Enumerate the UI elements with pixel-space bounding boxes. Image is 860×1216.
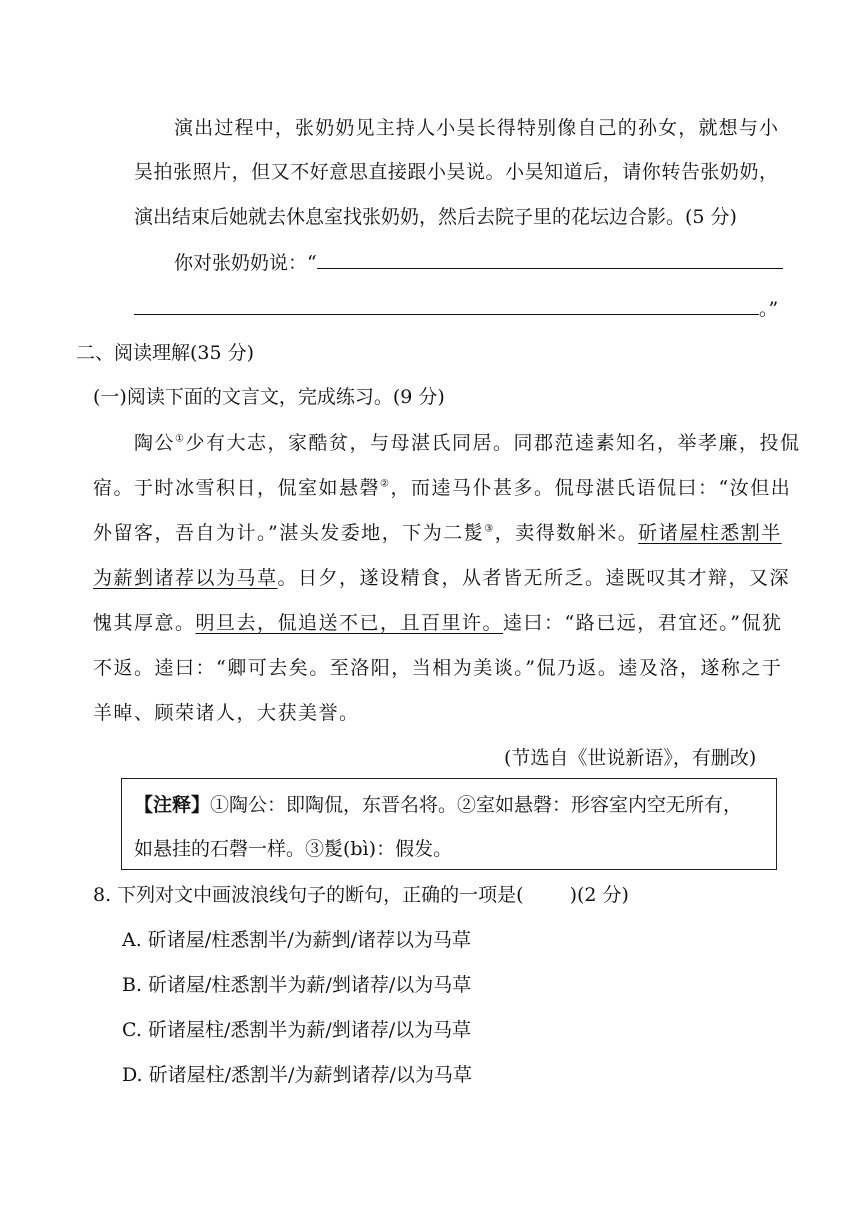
passage-line-1 [134, 431, 801, 455]
task-line-1: 演出过程中，张奶奶见主持人小吴长得特别像自己的孙女，就想与小 [174, 117, 778, 139]
wavy-underlined-sentence: 为薪剉诸荐以为马草 [93, 567, 278, 589]
passage-text: 。日夕，遂设精食，从者皆无所乏。逵既叹其才辩，又深 [277, 567, 791, 589]
passage-line-6: 不返。逵曰：“卿可去矣。至洛阳，当相为美谈。”侃乃返。逵及洛，遂称之于 [93, 657, 783, 679]
passage-text: 宿。于时冰雪积日，侃室如悬磬 [93, 477, 381, 499]
question-stem-text: 8. 下列对文中画波浪线句子的断句，正确的一项是( [93, 884, 524, 906]
part1-instruction: (一)阅读下面的文言文，完成练习。(9 分) [93, 386, 445, 408]
note-text: ①陶公：即陶侃，东晋名将。②室如悬磬：形容室内空无所有， [210, 794, 743, 816]
question-points: )(2 分) [569, 884, 629, 906]
option-b[interactable]: B. 斫诸屋/柱悉割半为薪/剉诸荐/以为马草 [122, 974, 472, 996]
footnote-marker: ② [380, 478, 391, 490]
passage-line-4 [93, 566, 790, 590]
answer-blank-1[interactable] [317, 250, 783, 269]
passage-text: ，卖得数斛米。 [494, 522, 639, 544]
passage-line-7: 羊晫、顾荣诸人，大获美誉。 [93, 702, 360, 724]
answer-line-2 [134, 296, 778, 321]
passage-line-3 [93, 521, 782, 545]
passage-text: 少有大志，家酷贫，与母湛氏同居。同郡范逵素知名，举孝廉，投侃 [185, 432, 801, 454]
passage-source: (节选自《世说新语》，有删改) [504, 747, 757, 769]
note-line-2: 如悬挂的石磬一样。③髲(bì)：假发。 [134, 838, 453, 860]
footnote-marker: ① [175, 433, 186, 445]
answer-prefix: 你对张奶奶说：“ [174, 252, 317, 274]
wavy-underlined-sentence: 斫诸屋柱悉割半 [638, 522, 782, 544]
note-line-1 [134, 793, 742, 817]
passage-text: 逵曰：“路已远，君宜还。”侃犹 [503, 612, 783, 634]
option-d[interactable]: D. 斫诸屋柱/悉割半/为薪剉诸荐/以为马草 [122, 1064, 472, 1086]
passage-text: 外留客，吾自为计。”湛头发委地，下为二髲 [93, 522, 485, 544]
answer-blank-2[interactable] [134, 296, 759, 315]
passage-text: ，而逵马仆甚多。侃母湛氏语侃曰：“汝但出 [390, 477, 792, 499]
footnote-marker: ③ [484, 523, 495, 535]
option-a[interactable]: A. 斫诸屋/柱悉割半/为薪剉/诸荐以为马草 [122, 929, 472, 951]
answer-line-1 [174, 250, 783, 275]
task-line-3: 演出结束后她就去休息室找张奶奶，然后去院子里的花坛边合影。(5 分) [134, 206, 737, 228]
note-label: 【注释】 [134, 794, 211, 816]
option-c[interactable]: C. 斫诸屋柱/悉割半为薪/剉诸荐/以为马草 [122, 1019, 472, 1041]
question-8-stem [93, 883, 629, 907]
answer-suffix: 。” [759, 298, 779, 320]
section-title: 二、阅读理解(35 分) [76, 342, 255, 364]
task-line-2: 吴拍张照片，但又不好意思直接跟小吴说。小吴知道后，请你转告张奶奶， [134, 161, 778, 183]
passage-line-5 [93, 611, 782, 635]
underlined-sentence: 明旦去，侃追送不已，且百里许。 [195, 612, 504, 634]
passage-text: 愧其厚意。 [93, 612, 196, 634]
passage-text: 陶公 [134, 432, 176, 454]
passage-line-2 [93, 476, 791, 500]
